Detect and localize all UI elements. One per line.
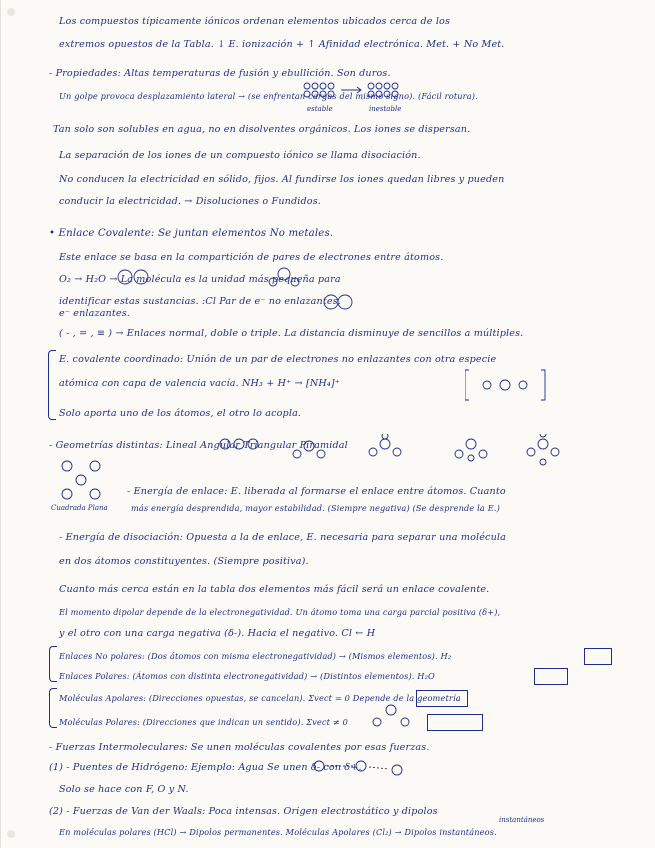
note-line: - Propiedades: Altas temperaturas de fusión y ebullición. Son duros. [49, 68, 391, 79]
note-line: Los compuestos típicamente iónicos ordenan elementos ubicados cerca de los [59, 16, 451, 27]
note-line: más energía desprendida, mayor estabilidad. (Siempre negativa) (Se desprende la E.) [131, 503, 500, 513]
binder-hole [7, 8, 15, 16]
ammonium-structure-sketch [465, 366, 555, 406]
box-h2o [534, 668, 568, 685]
label-estable: estable [307, 105, 333, 113]
note-line: - Energía de disociación: Opuesta a la de enlace, E. necesaria para separar una molécula [59, 532, 506, 543]
note-line: Tan solo son solubles en agua, no en disolventes orgánicos. Los iones se dispersan. [53, 124, 471, 135]
note-line: conducir la electricidad. → Disoluciones o Fundidos. [59, 196, 321, 207]
box-vect-zero [416, 690, 468, 707]
note-line: (2) - Fuerzas de Van der Waals: Poca intensas. Origen electrostático y dipolos [49, 806, 438, 817]
note-line: Solo aporta uno de los átomos, el otro lo acopla. [59, 408, 302, 419]
section-heading: • Enlace Covalente: Se juntan elementos No metales. [49, 228, 334, 239]
cl-electron-pairs-sketch [319, 290, 359, 316]
note-line: Moléculas Polares: (Direcciones que indican un sentido). Σvect ≠ 0 [59, 717, 348, 727]
note-line: identificar estas sustancias. :Cl Par de e⁻ no enlazantes. [59, 296, 341, 307]
note-line: Un golpe provoca desplazamiento lateral → (se enfrentan cargas del mismo signo). (Fácil rotura). [59, 91, 478, 101]
note-line: y el otro con una carga negativa (δ-). Hacia el negativo. Cl ← H [59, 628, 376, 639]
note-line: En moléculas polares (HCl) → Dipolos permanentes. Moléculas Apolares (Cl₂) → Dipolos instantáneos. [59, 827, 497, 837]
section-bracket [48, 350, 56, 420]
hydrogen-bond-sketch [301, 756, 421, 784]
note-line: e⁻ enlazantes. [59, 308, 130, 319]
label-cuadrada-plana: Cuadrada Plana [51, 504, 108, 512]
note-line: - Energía de enlace: E. liberada al formarse el enlace entre átomos. Cuanto [127, 486, 506, 497]
note-line: atómica con capa de valencia vacía. NH₃ + H⁺ → [NH₄]⁺ [59, 378, 341, 389]
note-line: Cuanto más cerca están en la tabla dos elementos más fácil será un enlace covalente. [59, 584, 490, 595]
bracket-polarity [49, 646, 57, 682]
box-vect-nonzero [427, 714, 483, 731]
note-line: ( - , = , ≡ ) → Enlaces normal, doble o triple. La distancia disminuye de sencillos a múltiples. [59, 328, 524, 339]
note-line: Enlaces No polares: (Dos átomos con misma electronegatividad) → (Mismos elementos). H₂ [59, 651, 452, 661]
square-planar-sketch [57, 458, 107, 504]
water-molecule-sketch [259, 264, 309, 290]
bracket-molecules [49, 688, 57, 728]
note-line: Solo se hace con F, O y N. [59, 784, 189, 795]
note-line: en dos átomos constituyentes. (Siempre positiva). [59, 556, 309, 567]
note-line: El momento dipolar depende de la electronegatividad. Un átomo toma una carga parcial positiva (δ+), [59, 607, 501, 617]
note-line: O₂ → H₂O → La molécula es la unidad más pequeña para [59, 274, 341, 285]
label-instantaneos: instantáneos [499, 816, 545, 824]
note-line: (1) - Puentes de Hidrógeno: Ejemplo: Agua Se unen δ- con δ+. [49, 762, 362, 773]
note-line: Enlaces Polares: (Átomos con distinta electronegatividad) → (Distintos elementos). H₂O [59, 671, 435, 681]
note-line: La separación de los iones de un compuesto iónico se llama disociación. [59, 150, 421, 161]
polar-molecule-sketch [361, 700, 421, 730]
note-line: extremos opuestos de la Tabla. ↓ E. ionización + ↑ Afinidad electrónica. Met. + No Met. [59, 39, 505, 50]
note-line: No conducen la electricidad en sólido, fijos. Al fundirse los iones quedan libres y pueden [59, 174, 505, 185]
molecular-geometry-sketches [213, 434, 593, 474]
note-line: Este enlace se basa en la compartición de pares de electrones entre átomos. [59, 252, 444, 263]
note-line: Moléculas Apolares: (Direcciones opuestas, se cancelan). Σvect = 0 Depende de la geometría [59, 693, 461, 703]
ionic-lattice-sketch [301, 80, 421, 108]
box-h2 [584, 648, 612, 665]
note-line: - Fuerzas Intermoleculares: Se unen moléculas covalentes por esas fuerzas. [49, 742, 430, 753]
binder-hole [7, 830, 15, 838]
label-inestable: inestable [369, 105, 402, 113]
note-line: E. covalente coordinado: Unión de un par de electrones no enlazantes con otra especie [59, 354, 497, 365]
note-line: - Geometrías distintas: Lineal Angular Triangular Piramidal [49, 440, 348, 451]
o2-lewis-sketch [107, 266, 167, 288]
